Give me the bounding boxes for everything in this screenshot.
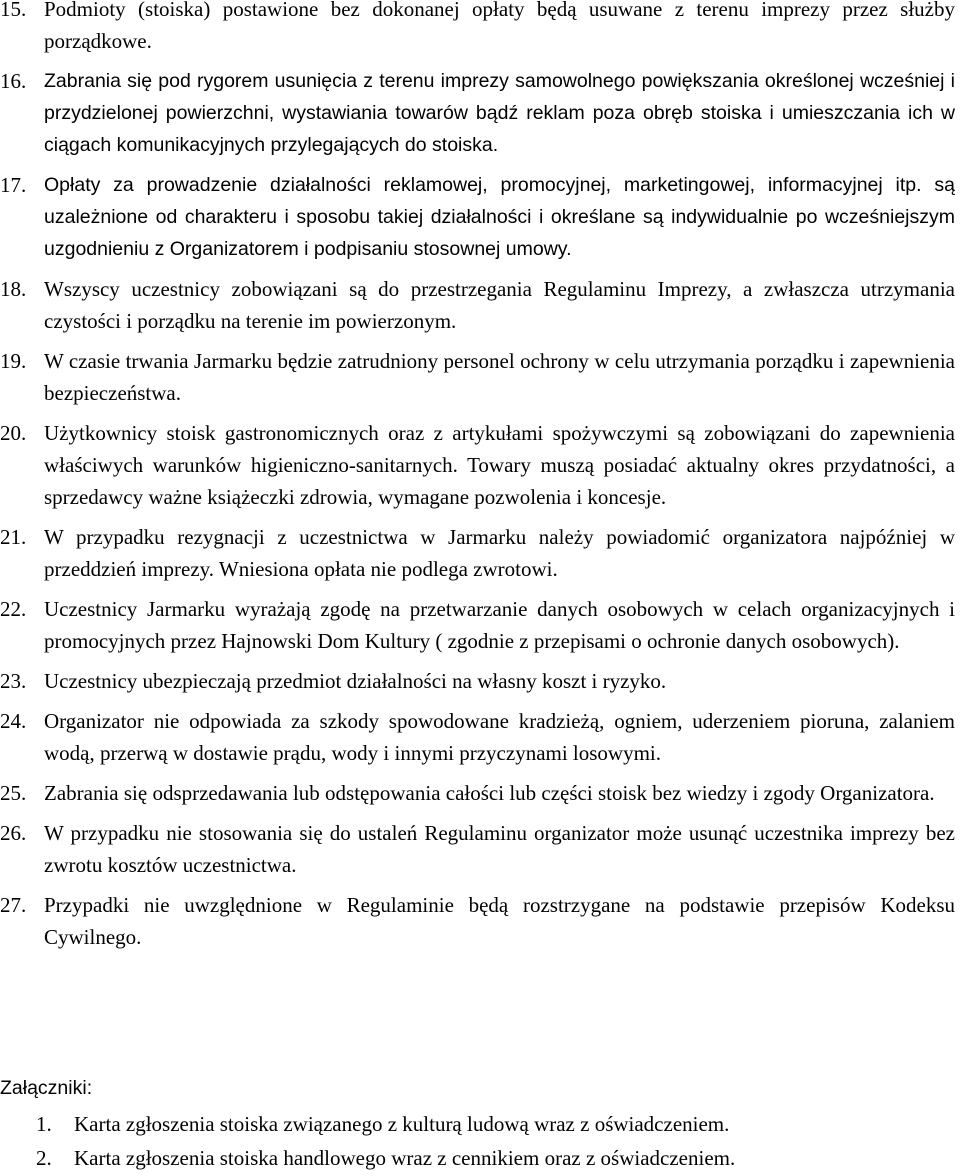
clause-number: 19.	[0, 349, 27, 373]
attachments-list	[0, 1108, 960, 1176]
attachment-text: Karta zgłoszenia stoiska związanego z kulturą ludową wraz z oświadczeniem.	[74, 1112, 730, 1136]
attachment-number: 2.	[36, 1146, 52, 1170]
clause-number: 23.	[0, 669, 27, 693]
attachment-text: Karta zgłoszenia stoiska handlowego wraz z cennikiem oraz z oświadczeniem.	[74, 1146, 736, 1170]
clause-text: W przypadku rezygnacji z uczestnictwa w Jarmarku należy powiadomić organizatora najpóźniej w przeddzień imprezy. Wniesiona opłata nie podlega zwrotowi.	[44, 525, 955, 581]
clause-number: 27.	[0, 893, 27, 917]
clause-19	[0, 345, 960, 409]
clause-number: 16.	[0, 69, 27, 93]
clause-20	[0, 417, 960, 513]
clause-text: Uczestnicy ubezpieczają przedmiot działalności na własny koszt i ryzyko.	[44, 669, 667, 693]
clause-22	[0, 593, 960, 657]
attachments-heading: Załączniki:	[0, 1077, 93, 1099]
clause-26	[0, 817, 960, 881]
clause-24	[0, 705, 960, 769]
clause-number: 21.	[0, 525, 27, 549]
attachment-item	[0, 1108, 960, 1140]
clause-text: Organizator nie odpowiada za szkody spowodowane kradzieżą, ogniem, uderzeniem pioruna, zalaniem wodą, przerwą w dostawie prądu, wody i innymi przyczynami losowymi.	[44, 709, 955, 765]
clause-17	[0, 169, 960, 265]
clause-number: 26.	[0, 821, 27, 845]
clause-text: Podmioty (stoiska) postawione bez dokonanej opłaty będą usuwane z terenu imprezy przez służby porządkowe.	[44, 0, 955, 53]
clause-23	[0, 665, 960, 697]
clause-text: W czasie trwania Jarmarku będzie zatrudniony personel ochrony w celu utrzymania porządku i zapewnienia bezpieczeństwa.	[44, 349, 955, 405]
clause-18	[0, 273, 960, 337]
clause-text: Opłaty za prowadzenie działalności reklamowej, promocyjnej, marketingowej, informacyjnej itp. są uzależnione od charakteru i sposobu takiej działalności i określane są indywidualnie po wcześniejszym uzgodnieniu z Organizatorem i podpisaniu stosownej umowy.	[44, 174, 955, 260]
clause-27	[0, 889, 960, 953]
clause-text: Wszyscy uczestnicy zobowiązani są do przestrzegania Regulaminu Imprezy, a zwłaszcza utrzymania czystości i porządku na terenie im powierzonym.	[44, 277, 955, 333]
attachment-item	[0, 1142, 960, 1174]
clause-text: Zabrania się pod rygorem usunięcia z terenu imprezy samowolnego powiększania określonej wcześniej i przydzielonej powierzchni, wystawiania towarów bądź reklam poza obręb stoiska i umieszczania ich w ciągach komunikacyjnych przylegających do stoiska.	[44, 70, 955, 156]
clause-number: 17.	[0, 173, 27, 197]
clause-number: 18.	[0, 277, 27, 301]
clause-number: 20.	[0, 421, 27, 445]
clause-text: Zabrania się odsprzedawania lub odstępowania całości lub części stoisk bez wiedzy i zgody Organizatora.	[44, 781, 935, 805]
clause-25	[0, 777, 960, 809]
clause-text: Przypadki nie uwzględnione w Regulaminie będą rozstrzygane na podstawie przepisów Kodeksu Cywilnego.	[44, 893, 955, 949]
attachment-number: 1.	[36, 1112, 52, 1136]
clause-number: 25.	[0, 781, 27, 805]
clause-16	[0, 65, 960, 161]
clause-text: Użytkownicy stoisk gastronomicznych oraz z artykułami spożywczymi są zobowiązani do zapewnienia właściwych warunków higieniczno-sanitarnych. Towary muszą posiadać aktualny okres przydatności, a sprzedawcy ważne książeczki zdrowia, wymagane pozwolenia i koncesje.	[44, 421, 955, 509]
clause-number: 24.	[0, 709, 27, 733]
clause-21	[0, 521, 960, 585]
clause-text: W przypadku nie stosowania się do ustaleń Regulaminu organizator może usunąć uczestnika imprezy bez zwrotu kosztów uczestnictwa.	[44, 821, 955, 877]
clause-number: 22.	[0, 597, 27, 621]
clause-15	[0, 0, 960, 57]
clause-number: 15.	[0, 0, 27, 21]
clause-text: Uczestnicy Jarmarku wyrażają zgodę na przetwarzanie danych osobowych w celach organizacyjnych i promocyjnych przez Hajnowski Dom Kultury ( zgodnie z przepisami o ochronie danych osobowych).	[44, 597, 955, 653]
